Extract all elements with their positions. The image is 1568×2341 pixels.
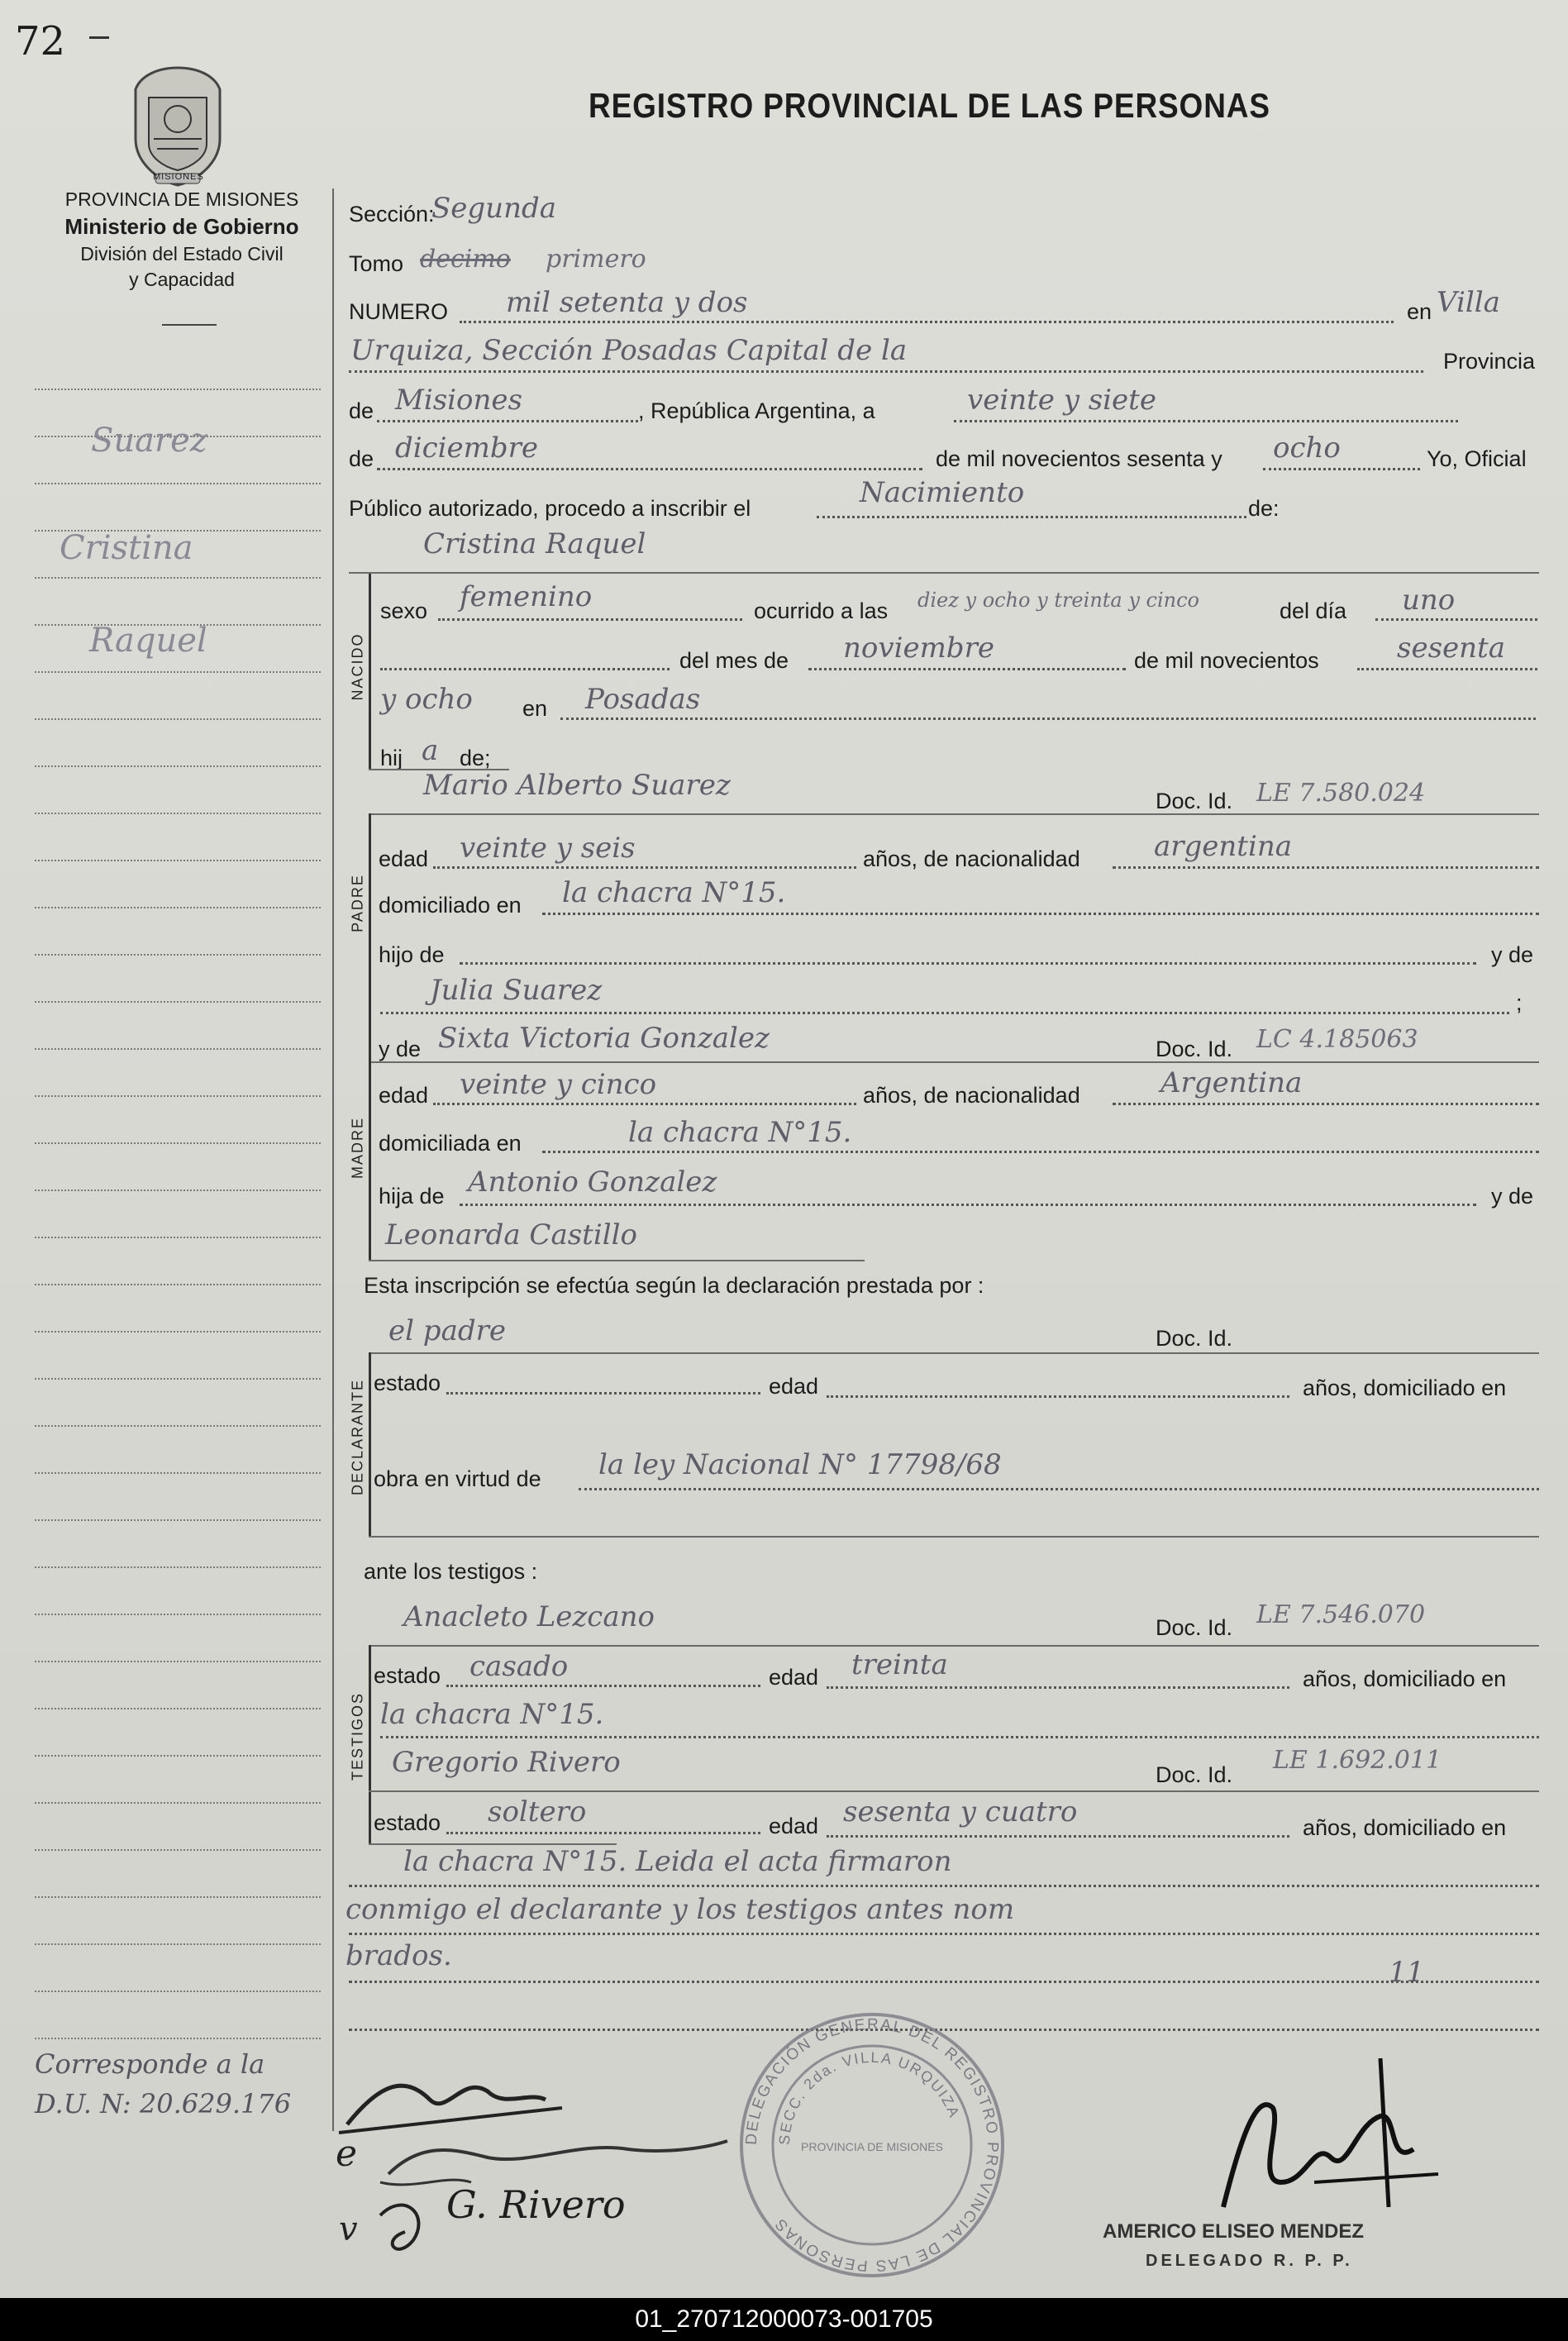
label-doc-padre: Doc. Id. bbox=[1156, 789, 1233, 813]
value-padre-dom: la chacra N°15. bbox=[562, 876, 786, 909]
label-dom-padre: domiciliado en bbox=[379, 893, 522, 918]
margin-rule bbox=[35, 1095, 321, 1097]
page-title: REGISTRO PROVINCIAL DE LAS PERSONAS bbox=[589, 86, 1270, 125]
margin-name-1: Cristina bbox=[60, 529, 193, 567]
official-signature bbox=[1190, 2042, 1455, 2248]
hijo-de-line bbox=[460, 962, 1476, 965]
value-padre-edad: veinte y seis bbox=[460, 832, 636, 865]
mes-line bbox=[377, 468, 922, 470]
org-line-1: PROVINCIA DE MISIONES bbox=[64, 188, 299, 210]
official-name: AMERICO ELISEO MENDEZ bbox=[1103, 2220, 1365, 2243]
margin-rule bbox=[35, 1849, 321, 1851]
blank-line bbox=[380, 668, 670, 670]
padre-rule bbox=[369, 813, 1539, 815]
margin-rule bbox=[35, 1190, 321, 1191]
mes-nac-line bbox=[808, 668, 1126, 670]
value-anio-nac: sesenta bbox=[1397, 632, 1505, 665]
value-anio: ocho bbox=[1273, 431, 1341, 465]
declarante-rule bbox=[369, 1352, 1539, 1354]
stamp-inner-text: SECC. 2da. VILLA URQUIZA bbox=[775, 2048, 964, 2146]
label-edad-padre: edad bbox=[379, 846, 429, 871]
value-tomo-struck: decimo bbox=[420, 245, 511, 274]
section-nacido: NACIDO bbox=[349, 632, 366, 701]
dom-madre-line bbox=[542, 1151, 1539, 1153]
label-yo-oficial: Yo, Oficial bbox=[1427, 446, 1527, 471]
margin-rule bbox=[35, 1943, 321, 1945]
label-ante: ante los testigos : bbox=[364, 1559, 538, 1584]
fecha-line bbox=[954, 420, 1458, 422]
value-acto: Nacimiento bbox=[860, 476, 1025, 509]
value-testigo1-estado: casado bbox=[469, 1650, 569, 1683]
section-declarante: DECLARANTE bbox=[349, 1378, 366, 1496]
margin-rule bbox=[35, 1142, 321, 1144]
dom-t1-line bbox=[380, 1736, 1539, 1738]
page-number-dash bbox=[89, 36, 109, 39]
provincia-line bbox=[377, 420, 638, 422]
margin-rule bbox=[35, 1991, 321, 1992]
acto-line bbox=[817, 516, 1246, 518]
margin-rule bbox=[35, 1614, 321, 1615]
testigo2-rule bbox=[369, 1790, 1539, 1792]
anio-nac-line bbox=[1357, 668, 1537, 670]
estado-declarante-line bbox=[446, 1392, 760, 1395]
witness-signatures bbox=[331, 2050, 760, 2290]
estado-t2-line bbox=[446, 1832, 760, 1834]
value-dia: uno bbox=[1402, 584, 1456, 617]
label-y-de-2: y de bbox=[1491, 1184, 1534, 1209]
margin-name-2: Raquel bbox=[89, 622, 207, 660]
label-edad-madre: edad bbox=[379, 1083, 429, 1108]
label-declaracion: Esta inscripción se efectúa según la declaración prestada por : bbox=[364, 1273, 984, 1298]
madre-rule bbox=[369, 1061, 1539, 1063]
margin-rule bbox=[35, 907, 321, 908]
value-abuelo-materno: Antonio Gonzalez bbox=[468, 1166, 717, 1199]
label-del-mes: del mes de bbox=[679, 648, 789, 673]
value-hij: a bbox=[422, 734, 439, 767]
margin-rule bbox=[35, 483, 321, 484]
value-cierre-2: conmigo el declarante y los testigos antes nom bbox=[346, 1893, 1015, 1926]
svg-text:SECC. 2da. VILLA URQUIZA bbox=[776, 2049, 963, 2146]
value-testigo2-estado: soltero bbox=[488, 1795, 587, 1828]
label-de-semi: de; bbox=[460, 746, 491, 770]
padre-bracket bbox=[369, 813, 371, 1020]
madre-bracket bbox=[369, 1020, 371, 1260]
value-sexo: femenino bbox=[460, 580, 593, 613]
witness-mark: G. Rivero bbox=[446, 2182, 626, 2227]
anio-line bbox=[1263, 468, 1420, 470]
value-testigo2-doc: LE 1.692.011 bbox=[1273, 1746, 1442, 1775]
value-testigo1-edad: treinta bbox=[851, 1648, 948, 1681]
margin-rule bbox=[35, 671, 321, 673]
label-dom-declarante: años, domiciliado en bbox=[1303, 1376, 1507, 1400]
value-cierre-1: la chacra N°15. Leida el acta firmaron bbox=[403, 1845, 952, 1878]
value-madre-dom: la chacra N°15. bbox=[628, 1116, 852, 1149]
org-line-4: y Capacidad bbox=[129, 269, 235, 290]
value-testigo2-edad: sesenta y cuatro bbox=[843, 1795, 1078, 1828]
margin-rule bbox=[35, 1566, 321, 1568]
margin-rule bbox=[35, 954, 321, 956]
value-place: Urquiza, Sección Posadas Capital de la bbox=[350, 334, 908, 367]
label-nac-padre: años, de nacionalidad bbox=[863, 846, 1080, 871]
value-hora: diez y ocho y treinta y cinco bbox=[917, 589, 1200, 612]
madre-close bbox=[369, 1260, 865, 1261]
org-divider bbox=[162, 324, 217, 326]
obra-line bbox=[579, 1488, 1539, 1490]
svg-text:v: v bbox=[339, 2210, 358, 2248]
value-lugar: Posadas bbox=[585, 683, 701, 716]
page-number: 72 bbox=[15, 18, 66, 64]
value-cierre-3: brados. bbox=[346, 1939, 452, 1972]
label-hij: hij bbox=[380, 746, 403, 770]
label-doc-declarante: Doc. Id. bbox=[1156, 1326, 1233, 1351]
cierre-line-2 bbox=[349, 1933, 1539, 1935]
org-line-2: Ministerio de Gobierno bbox=[64, 214, 299, 239]
estado-t1-line bbox=[446, 1685, 760, 1687]
margin-rule bbox=[35, 860, 321, 861]
sexo-line bbox=[438, 618, 742, 621]
hija-de-line bbox=[460, 1204, 1476, 1206]
value-testigo1-doc: LE 7.546.070 bbox=[1256, 1600, 1426, 1629]
label-y-de-1: y de bbox=[1491, 942, 1534, 967]
label-en-2: en bbox=[522, 696, 548, 721]
margin-rule bbox=[35, 765, 321, 767]
value-testigo1: Anacleto Lezcano bbox=[403, 1600, 655, 1633]
value-madre-nombre: Sixta Victoria Gonzalez bbox=[438, 1022, 770, 1055]
margin-rule bbox=[35, 1331, 321, 1333]
edad-declarante-line bbox=[827, 1395, 1289, 1398]
section-madre: MADRE bbox=[349, 1117, 366, 1180]
label-en: en bbox=[1407, 299, 1432, 324]
margin-divider bbox=[332, 188, 334, 2131]
label-de-mil-nov: de mil novecientos bbox=[1134, 648, 1319, 673]
margin-rule bbox=[35, 1378, 321, 1380]
label-doc-testigo1: Doc. Id. bbox=[1156, 1615, 1233, 1640]
margin-rule bbox=[35, 718, 321, 720]
value-en: Villa bbox=[1437, 286, 1500, 319]
value-madre-doc: LC 4.185063 bbox=[1256, 1025, 1418, 1054]
value-padre-nombre: Mario Alberto Suarez bbox=[423, 769, 731, 802]
label-dom-t1: años, domiciliado en bbox=[1303, 1666, 1507, 1691]
footer-code: 01_270712000073-001705 bbox=[0, 2298, 1568, 2341]
seal-label: MISIONES bbox=[153, 172, 204, 182]
label-sexo: sexo bbox=[380, 598, 428, 623]
value-testigo2: Gregorio Rivero bbox=[392, 1746, 621, 1779]
value-obra: la ley Nacional N° 17798/68 bbox=[598, 1448, 1002, 1481]
edad-padre-line bbox=[433, 866, 856, 869]
value-mes: noviembre bbox=[843, 632, 994, 665]
value-madre-nac: Argentina bbox=[1161, 1066, 1303, 1099]
value-anio-nac-2: y ocho bbox=[380, 683, 473, 716]
value-testigo1-dom: la chacra N°15. bbox=[380, 1698, 604, 1731]
place-line bbox=[349, 370, 1423, 373]
label-edad-t2: edad bbox=[769, 1814, 819, 1838]
value-abuela-paterna: Julia Suarez bbox=[430, 974, 603, 1007]
margin-rule bbox=[35, 1802, 321, 1804]
label-del-dia: del día bbox=[1280, 598, 1347, 623]
label-y-de-madre: y de bbox=[379, 1037, 422, 1061]
margin-rule bbox=[35, 1755, 321, 1757]
label-estado-t2: estado bbox=[374, 1810, 441, 1835]
margin-correction-2: D.U. N: 20.629.176 bbox=[35, 2088, 292, 2119]
value-provincia: Misiones bbox=[395, 384, 522, 417]
margin-rule bbox=[35, 1472, 321, 1474]
label-de-colon: de: bbox=[1248, 496, 1280, 521]
value-fecha-dia: veinte y siete bbox=[967, 384, 1156, 417]
label-ocurrido: ocurrido a las bbox=[754, 598, 889, 623]
label-republica: , República Argentina, a bbox=[638, 398, 875, 423]
testigo1-rule bbox=[369, 1645, 1539, 1647]
label-edad-declarante: edad bbox=[769, 1374, 819, 1399]
dom-padre-line bbox=[542, 913, 1539, 915]
label-de-1: de bbox=[349, 398, 374, 423]
value-numero: mil setenta y dos bbox=[506, 286, 748, 319]
label-nac-madre: años, de nacionalidad bbox=[863, 1083, 1080, 1108]
value-declarante: el padre bbox=[388, 1314, 506, 1347]
label-doc-madre: Doc. Id. bbox=[1156, 1037, 1233, 1061]
label-dom-madre: domiciliada en bbox=[379, 1131, 522, 1156]
margin-rule bbox=[35, 1425, 321, 1427]
official-stamp bbox=[736, 2009, 1008, 2281]
margin-rule bbox=[35, 1661, 321, 1662]
value-padre-nac: argentina bbox=[1154, 830, 1293, 863]
dia-line bbox=[1375, 618, 1537, 621]
value-tomo: primero bbox=[546, 245, 646, 274]
label-provincia: Provincia bbox=[1443, 349, 1536, 374]
margin-rule bbox=[35, 813, 321, 814]
coat-of-arms-icon bbox=[124, 64, 231, 188]
edad-t1-line bbox=[827, 1686, 1289, 1689]
stamp-center-text: PROVINCIA DE MISIONES bbox=[801, 2140, 943, 2153]
value-padre-doc: LE 7.580.024 bbox=[1256, 779, 1426, 808]
label-seccion: Sección: bbox=[349, 202, 435, 226]
label-obra: obra en virtud de bbox=[374, 1466, 541, 1491]
numero-line bbox=[460, 321, 1394, 323]
label-estado-t1: estado bbox=[374, 1663, 441, 1688]
label-estado-declarante: estado bbox=[374, 1371, 441, 1395]
margin-correction-1: Corresponde a la bbox=[35, 2048, 265, 2080]
value-seccion: Segunda bbox=[431, 192, 557, 225]
org-block bbox=[25, 188, 339, 291]
margin-rule bbox=[35, 1284, 321, 1285]
label-numero: NUMERO bbox=[349, 299, 448, 324]
value-abuela-materna: Leonarda Castillo bbox=[385, 1218, 637, 1252]
label-tomo: Tomo bbox=[349, 251, 404, 276]
official-role: DELEGADO R. P. P. bbox=[1146, 2252, 1353, 2270]
label-de-mil: de mil novecientos sesenta y bbox=[936, 446, 1222, 471]
value-cierre-3-tail: 11 bbox=[1389, 1956, 1425, 1989]
margin-rule bbox=[35, 1001, 321, 1003]
label-doc-testigo2: Doc. Id. bbox=[1156, 1762, 1233, 1787]
nombre-rule bbox=[349, 572, 1539, 574]
declarante-bracket bbox=[369, 1352, 371, 1536]
margin-rule bbox=[35, 1237, 321, 1238]
section-padre: PADRE bbox=[349, 874, 366, 932]
edad-t2-line bbox=[827, 1835, 1289, 1838]
margin-rule bbox=[35, 389, 321, 390]
label-edad-t1: edad bbox=[769, 1665, 819, 1690]
label-publico: Público autorizado, procedo a inscribir el bbox=[349, 496, 751, 521]
nac-madre-line bbox=[1113, 1103, 1539, 1105]
margin-rule bbox=[35, 1896, 321, 1898]
cierre-line-1 bbox=[349, 1885, 1539, 1887]
nac-padre-line bbox=[1113, 866, 1539, 869]
label-dom-t2: años, domiciliado en bbox=[1303, 1815, 1507, 1840]
value-fecha-mes: diciembre bbox=[395, 431, 539, 465]
declarante-close bbox=[369, 1536, 1539, 1538]
lugar-line bbox=[560, 718, 1536, 720]
edad-madre-line bbox=[433, 1103, 856, 1105]
org-line-3: División del Estado Civil bbox=[80, 243, 284, 265]
svg-text:e: e bbox=[336, 2133, 358, 2175]
stamp-outer-text: DELEGACIÓN GENERAL DEL REGISTRO PROVINCIAL DE LAS PERSONAS bbox=[742, 2015, 1002, 2275]
abuela-paterna-line bbox=[380, 1012, 1509, 1014]
margin-rule bbox=[35, 2038, 321, 2039]
cierre-line-3 bbox=[349, 1981, 1539, 1983]
testigos-bracket bbox=[369, 1645, 371, 1843]
value-madre-edad: veinte y cinco bbox=[460, 1068, 657, 1101]
margin-rule bbox=[35, 1708, 321, 1709]
margin-rule bbox=[35, 577, 321, 579]
nacido-bracket bbox=[369, 574, 371, 769]
margin-rule bbox=[35, 1048, 321, 1050]
section-testigos: TESTIGOS bbox=[349, 1692, 366, 1781]
label-hijo-de: hijo de bbox=[379, 942, 445, 967]
label-de-2: de bbox=[349, 446, 374, 471]
margin-rule bbox=[35, 1519, 321, 1521]
value-nombre: Cristina Raquel bbox=[423, 527, 646, 560]
margin-surname: Suarez bbox=[91, 422, 207, 460]
label-hija-de: hija de bbox=[379, 1184, 445, 1209]
label-semicolon: ; bbox=[1516, 990, 1523, 1015]
